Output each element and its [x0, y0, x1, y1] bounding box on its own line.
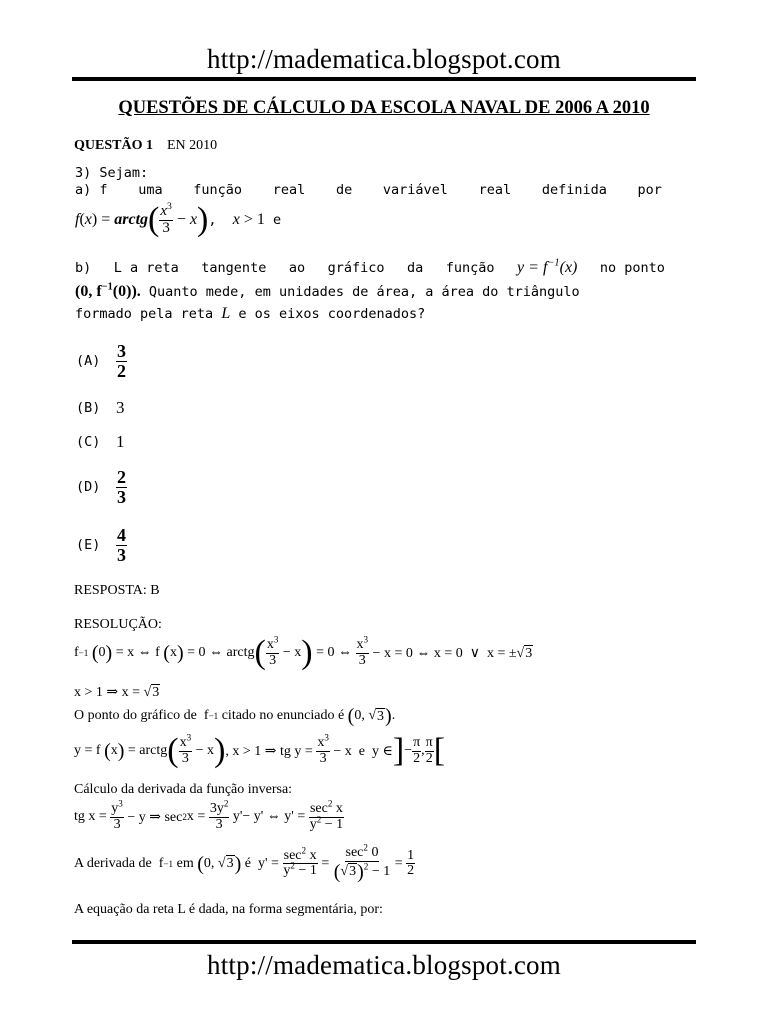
answer: RESPOSTA: B [74, 583, 160, 598]
option-letter: (E) [76, 537, 101, 554]
option-letter: (C) [76, 434, 101, 450]
header-rule [72, 77, 696, 81]
question-source: EN 2010 [166, 138, 218, 153]
part-b-line-2: (0, $f^{-1}(0)$). Quanto mede, em unidades de área, a área do triângulo [75, 281, 580, 300]
part-b-word: função [445, 260, 495, 276]
resolution-step-8: A equação da reta L é dada, na forma segmentária, por: [74, 902, 383, 917]
resolution-step-3: O ponto do gráfico de f −1 citado no enunciado é ( 0, √ 3 ) . [74, 705, 396, 727]
footer-url: http://madematica.blogspot.com [207, 950, 561, 980]
option-value: $\frac{3}{2}$ [117, 341, 126, 381]
option-b[interactable] [76, 398, 125, 418]
condition-tail: e [273, 212, 282, 228]
function-definition: f ( x ) = arctg ( $\frac{x^3}{3}$ − x ) , x > 1 e [75, 200, 282, 238]
option-value: $\frac{4}{3}$ [117, 525, 126, 565]
part-a-word: real [272, 182, 306, 198]
option-value: 3 [116, 398, 125, 417]
resolution-step-5: Cálculo da derivada da função inversa: [74, 782, 293, 797]
resolution-step-1: f −1 ( 0 ) = x ⇔ f ( x ) = 0 ⇔ arctg ( $\frac{x^3}{3}$ − x ) = 0 ⇔ $\frac{x^3}{3}$ − x = 0 ⇔ x = 0 ∨ x = ±√ 3 [74, 634, 533, 671]
resolution-heading: RESOLUÇÃO: [74, 617, 162, 632]
header-url: http://madematica.blogspot.com [207, 44, 561, 74]
question-heading [74, 138, 217, 154]
option-d[interactable] [76, 468, 127, 507]
part-a-word: real [478, 182, 512, 198]
part-b-word: tangente [201, 260, 267, 276]
part-a-word: definida [541, 182, 607, 198]
footer-rule [72, 940, 696, 944]
option-c[interactable] [76, 432, 125, 452]
resolution-step-4: y = f ( x ) = arctg ( $\frac{x^3}{3}$ − x ) , x > 1 ⇒ tg y = $\frac{x^3}{3}$ − x e y ∈ ] − $\frac{\pi}{2}$ , $\frac{\pi}{2}$ [ [74, 732, 446, 769]
part-a-word: uma [138, 182, 163, 198]
part-b-word: gráfico [327, 260, 385, 276]
option-value: 1 [116, 432, 125, 451]
part-a-line [75, 182, 662, 198]
part-b-word: L a reta [113, 260, 179, 276]
option-letter: (B) [76, 400, 101, 416]
option-letter: (D) [76, 479, 101, 496]
part-b-word: b) [75, 260, 92, 276]
resolution-step-7: A derivada de f −1 em ( 0, √ 3 ) é y' = $\frac{\sec^2 x}{y^2 - 1}$ = $\frac{\sec^2 0}{(√3)^2 - 1}$ = $\frac{1}{2}$ [74, 842, 415, 883]
option-value: $\frac{2}{3}$ [117, 467, 126, 507]
part-b-tail: no ponto [599, 260, 665, 276]
part-a-word: a) f [75, 182, 108, 198]
resolution-step-6: tg x = $\frac{y^3}{3}$ − y ⇒ sec 2 x = $\frac{3y^2}{3}$ y'− y' ⇔ y' = $\frac{\sec^2 x}{y^2 - 1}$ [74, 798, 344, 832]
part-b-line: b) L a reta tangente ao gráfico da função $y = f^{-1}(x)$ no ponto [75, 257, 665, 276]
part-b-word: da [407, 260, 424, 276]
resolution-step-2: x > 1 ⇒ x = √ 3 [74, 685, 160, 700]
option-letter: (A) [76, 353, 101, 370]
part-b-line-3: formado pela reta L e os eixos coordenados? [75, 305, 426, 322]
question-label: QUESTÃO 1 [74, 138, 153, 153]
question-intro: 3) Sejam: [75, 165, 149, 181]
part-b-word: ao [288, 260, 306, 276]
part-a-word: variável [382, 182, 448, 198]
option-a[interactable] [76, 342, 127, 381]
document-title: QUESTÕES DE CÁLCULO DA ESCOLA NAVAL DE 2006 A 2010 [118, 98, 650, 118]
part-a-word: de [335, 182, 353, 198]
part-a-word: função [193, 182, 243, 198]
part-a-word: por [637, 182, 662, 198]
option-e[interactable] [76, 526, 127, 565]
